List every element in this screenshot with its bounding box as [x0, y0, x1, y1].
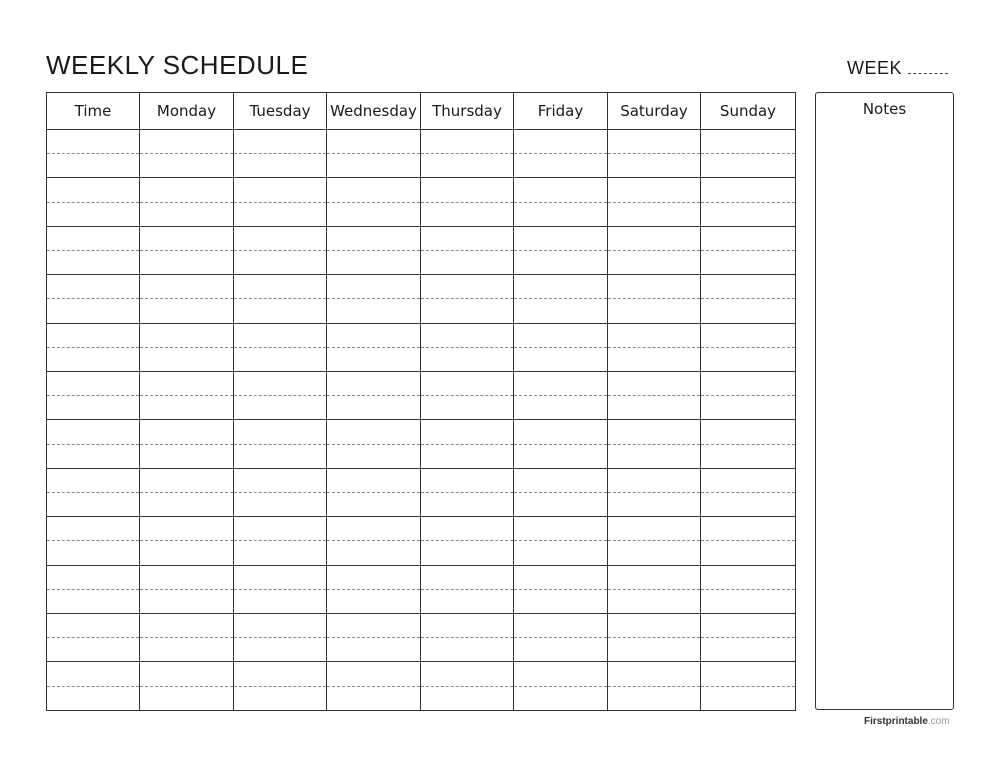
cell-saturday[interactable] — [608, 226, 701, 250]
cell-saturday[interactable] — [608, 614, 701, 638]
cell-time[interactable] — [47, 638, 140, 662]
cell-tuesday[interactable] — [234, 202, 327, 226]
table-row — [47, 130, 796, 154]
cell-friday[interactable] — [514, 493, 608, 517]
cell-sunday[interactable] — [701, 662, 796, 686]
cell-monday[interactable] — [140, 444, 234, 468]
cell-tuesday[interactable] — [234, 226, 327, 250]
table-row — [47, 226, 796, 250]
cell-saturday[interactable] — [608, 178, 701, 202]
cell-friday[interactable] — [514, 251, 608, 275]
cell-tuesday[interactable] — [234, 372, 327, 396]
cell-tuesday[interactable] — [234, 662, 327, 686]
cell-wednesday[interactable] — [327, 372, 421, 396]
cell-friday[interactable] — [514, 154, 608, 178]
cell-tuesday[interactable] — [234, 299, 327, 323]
cell-friday[interactable] — [514, 565, 608, 589]
cell-time[interactable] — [47, 541, 140, 565]
cell-sunday[interactable] — [701, 154, 796, 178]
table-row — [47, 396, 796, 420]
table-row — [47, 347, 796, 371]
table-row — [47, 323, 796, 347]
cell-sunday[interactable] — [701, 444, 796, 468]
cell-saturday[interactable] — [608, 299, 701, 323]
table-row — [47, 565, 796, 589]
notes-label: Notes — [862, 100, 907, 118]
cell-sunday[interactable] — [701, 493, 796, 517]
table-row — [47, 251, 796, 275]
table-row — [47, 420, 796, 444]
cell-sunday[interactable] — [701, 420, 796, 444]
week-label: WEEK — [847, 58, 903, 78]
cell-sunday[interactable] — [701, 226, 796, 250]
cell-thursday[interactable] — [421, 323, 514, 347]
cell-saturday[interactable] — [608, 686, 701, 710]
cell-monday[interactable] — [140, 251, 234, 275]
cell-wednesday[interactable] — [327, 299, 421, 323]
table-row — [47, 299, 796, 323]
cell-thursday[interactable] — [421, 420, 514, 444]
column-header-friday: Friday — [514, 93, 608, 130]
cell-saturday[interactable] — [608, 662, 701, 686]
cell-monday[interactable] — [140, 178, 234, 202]
cell-thursday[interactable] — [421, 299, 514, 323]
cell-wednesday[interactable] — [327, 202, 421, 226]
cell-monday[interactable] — [140, 226, 234, 250]
cell-thursday[interactable] — [421, 372, 514, 396]
cell-time[interactable] — [47, 226, 140, 250]
cell-time[interactable] — [47, 130, 140, 154]
cell-time[interactable] — [47, 686, 140, 710]
cell-time[interactable] — [47, 493, 140, 517]
cell-sunday[interactable] — [701, 565, 796, 589]
cell-tuesday[interactable] — [234, 517, 327, 541]
cell-saturday[interactable] — [608, 541, 701, 565]
cell-monday[interactable] — [140, 517, 234, 541]
cell-friday[interactable] — [514, 541, 608, 565]
cell-time[interactable] — [47, 323, 140, 347]
cell-tuesday[interactable] — [234, 251, 327, 275]
cell-friday[interactable] — [514, 202, 608, 226]
cell-time[interactable] — [47, 662, 140, 686]
cell-wednesday[interactable] — [327, 396, 421, 420]
table-row — [47, 614, 796, 638]
header-row — [47, 93, 796, 130]
cell-wednesday[interactable] — [327, 517, 421, 541]
table-row — [47, 541, 796, 565]
cell-monday[interactable] — [140, 565, 234, 589]
cell-time[interactable] — [47, 251, 140, 275]
cell-monday[interactable] — [140, 396, 234, 420]
cell-sunday[interactable] — [701, 517, 796, 541]
cell-time[interactable] — [47, 444, 140, 468]
cell-wednesday[interactable] — [327, 565, 421, 589]
cell-time[interactable] — [47, 396, 140, 420]
cell-monday[interactable] — [140, 686, 234, 710]
cell-monday[interactable] — [140, 420, 234, 444]
cell-friday[interactable] — [514, 589, 608, 613]
cell-thursday[interactable] — [421, 347, 514, 371]
cell-sunday[interactable] — [701, 396, 796, 420]
table-row — [47, 686, 796, 710]
cell-sunday[interactable] — [701, 299, 796, 323]
cell-time[interactable] — [47, 565, 140, 589]
cell-sunday[interactable] — [701, 541, 796, 565]
cell-time[interactable] — [47, 589, 140, 613]
cell-time[interactable] — [47, 517, 140, 541]
cell-monday[interactable] — [140, 662, 234, 686]
cell-friday[interactable] — [514, 662, 608, 686]
cell-wednesday[interactable] — [327, 226, 421, 250]
cell-wednesday[interactable] — [327, 275, 421, 299]
cell-friday[interactable] — [514, 444, 608, 468]
cell-saturday[interactable] — [608, 372, 701, 396]
cell-wednesday[interactable] — [327, 541, 421, 565]
cell-thursday[interactable] — [421, 396, 514, 420]
cell-wednesday[interactable] — [327, 638, 421, 662]
cell-thursday[interactable] — [421, 517, 514, 541]
cell-saturday[interactable] — [608, 565, 701, 589]
cell-tuesday[interactable] — [234, 493, 327, 517]
cell-friday[interactable] — [514, 420, 608, 444]
cell-friday[interactable] — [514, 347, 608, 371]
cell-wednesday[interactable] — [327, 154, 421, 178]
cell-tuesday[interactable] — [234, 589, 327, 613]
cell-saturday[interactable] — [608, 444, 701, 468]
cell-monday[interactable] — [140, 614, 234, 638]
cell-saturday[interactable] — [608, 154, 701, 178]
cell-saturday[interactable] — [608, 251, 701, 275]
cell-monday[interactable] — [140, 202, 234, 226]
cell-time[interactable] — [47, 347, 140, 371]
cell-monday[interactable] — [140, 541, 234, 565]
cell-wednesday[interactable] — [327, 130, 421, 154]
cell-thursday[interactable] — [421, 638, 514, 662]
cell-friday[interactable] — [514, 686, 608, 710]
cell-thursday[interactable] — [421, 154, 514, 178]
cell-monday[interactable] — [140, 493, 234, 517]
cell-sunday[interactable] — [701, 130, 796, 154]
column-header-sunday: Sunday — [701, 93, 796, 130]
cell-thursday[interactable] — [421, 493, 514, 517]
schedule-body — [47, 130, 796, 711]
cell-monday[interactable] — [140, 275, 234, 299]
brand-logo — [864, 716, 950, 727]
cell-tuesday[interactable] — [234, 638, 327, 662]
cell-friday[interactable] — [514, 638, 608, 662]
table-row — [47, 638, 796, 662]
cell-wednesday[interactable] — [327, 614, 421, 638]
cell-sunday[interactable] — [701, 372, 796, 396]
cell-friday[interactable] — [514, 468, 608, 492]
cell-wednesday[interactable] — [327, 662, 421, 686]
cell-thursday[interactable] — [421, 226, 514, 250]
cell-monday[interactable] — [140, 323, 234, 347]
cell-tuesday[interactable] — [234, 541, 327, 565]
cell-time[interactable] — [47, 372, 140, 396]
schedule-table — [46, 92, 796, 711]
cell-tuesday[interactable] — [234, 565, 327, 589]
column-header-thursday: Thursday — [421, 93, 514, 130]
cell-friday[interactable] — [514, 275, 608, 299]
cell-tuesday[interactable] — [234, 444, 327, 468]
cell-saturday[interactable] — [608, 202, 701, 226]
cell-wednesday[interactable] — [327, 493, 421, 517]
cell-sunday[interactable] — [701, 347, 796, 371]
cell-sunday[interactable] — [701, 468, 796, 492]
cell-friday[interactable] — [514, 299, 608, 323]
cell-friday[interactable] — [514, 178, 608, 202]
cell-monday[interactable] — [140, 638, 234, 662]
page-title: WEEKLY SCHEDULE — [46, 50, 309, 80]
cell-tuesday[interactable] — [234, 686, 327, 710]
cell-thursday[interactable] — [421, 178, 514, 202]
cell-saturday[interactable] — [608, 347, 701, 371]
table-row — [47, 662, 796, 686]
table-row — [47, 589, 796, 613]
cell-sunday[interactable] — [701, 202, 796, 226]
table-row — [47, 468, 796, 492]
table-row — [47, 493, 796, 517]
week-blank-line[interactable] — [908, 73, 948, 74]
cell-tuesday[interactable] — [234, 130, 327, 154]
column-header-saturday: Saturday — [608, 93, 701, 130]
cell-thursday[interactable] — [421, 202, 514, 226]
cell-thursday[interactable] — [421, 565, 514, 589]
cell-tuesday[interactable] — [234, 154, 327, 178]
cell-time[interactable] — [47, 420, 140, 444]
cell-time[interactable] — [47, 178, 140, 202]
cell-saturday[interactable] — [608, 420, 701, 444]
cell-friday[interactable] — [514, 396, 608, 420]
cell-sunday[interactable] — [701, 178, 796, 202]
brand-name: Firstprintable — [864, 716, 928, 727]
cell-sunday[interactable] — [701, 589, 796, 613]
cell-monday[interactable] — [140, 154, 234, 178]
cell-wednesday[interactable] — [327, 589, 421, 613]
table-row — [47, 372, 796, 396]
cell-wednesday[interactable] — [327, 468, 421, 492]
cell-friday[interactable] — [514, 517, 608, 541]
cell-thursday[interactable] — [421, 251, 514, 275]
cell-friday[interactable] — [514, 226, 608, 250]
cell-saturday[interactable] — [608, 589, 701, 613]
cell-saturday[interactable] — [608, 638, 701, 662]
column-header-time: Time — [47, 93, 140, 130]
cell-friday[interactable] — [514, 372, 608, 396]
cell-thursday[interactable] — [421, 541, 514, 565]
cell-thursday[interactable] — [421, 468, 514, 492]
cell-thursday[interactable] — [421, 614, 514, 638]
cell-monday[interactable] — [140, 299, 234, 323]
week-field[interactable] — [847, 58, 948, 79]
cell-thursday[interactable] — [421, 686, 514, 710]
cell-saturday[interactable] — [608, 130, 701, 154]
cell-wednesday[interactable] — [327, 251, 421, 275]
cell-thursday[interactable] — [421, 589, 514, 613]
cell-tuesday[interactable] — [234, 178, 327, 202]
cell-tuesday[interactable] — [234, 323, 327, 347]
cell-saturday[interactable] — [608, 468, 701, 492]
cell-sunday[interactable] — [701, 323, 796, 347]
cell-tuesday[interactable] — [234, 614, 327, 638]
cell-time[interactable] — [47, 275, 140, 299]
cell-thursday[interactable] — [421, 275, 514, 299]
table-row — [47, 444, 796, 468]
cell-sunday[interactable] — [701, 638, 796, 662]
cell-tuesday[interactable] — [234, 396, 327, 420]
cell-tuesday[interactable] — [234, 420, 327, 444]
cell-tuesday[interactable] — [234, 275, 327, 299]
notes-panel[interactable] — [815, 92, 954, 710]
table-row — [47, 154, 796, 178]
cell-sunday[interactable] — [701, 614, 796, 638]
brand-domain: .com — [927, 716, 950, 727]
cell-sunday[interactable] — [701, 275, 796, 299]
cell-wednesday[interactable] — [327, 178, 421, 202]
cell-saturday[interactable] — [608, 517, 701, 541]
column-header-tuesday: Tuesday — [234, 93, 327, 130]
cell-tuesday[interactable] — [234, 468, 327, 492]
table-row — [47, 517, 796, 541]
column-header-wednesday: Wednesday — [327, 93, 421, 130]
cell-thursday[interactable] — [421, 130, 514, 154]
cell-wednesday[interactable] — [327, 444, 421, 468]
cell-saturday[interactable] — [608, 323, 701, 347]
cell-monday[interactable] — [140, 130, 234, 154]
cell-wednesday[interactable] — [327, 347, 421, 371]
cell-time[interactable] — [47, 154, 140, 178]
cell-tuesday[interactable] — [234, 347, 327, 371]
cell-time[interactable] — [47, 614, 140, 638]
cell-thursday[interactable] — [421, 662, 514, 686]
cell-friday[interactable] — [514, 614, 608, 638]
cell-friday[interactable] — [514, 323, 608, 347]
table-row — [47, 202, 796, 226]
cell-saturday[interactable] — [608, 396, 701, 420]
cell-time[interactable] — [47, 202, 140, 226]
cell-wednesday[interactable] — [327, 686, 421, 710]
cell-monday[interactable] — [140, 468, 234, 492]
cell-time[interactable] — [47, 468, 140, 492]
cell-saturday[interactable] — [608, 493, 701, 517]
cell-thursday[interactable] — [421, 444, 514, 468]
cell-time[interactable] — [47, 299, 140, 323]
table-row — [47, 178, 796, 202]
cell-sunday[interactable] — [701, 686, 796, 710]
cell-monday[interactable] — [140, 589, 234, 613]
table-row — [47, 275, 796, 299]
cell-wednesday[interactable] — [327, 323, 421, 347]
cell-saturday[interactable] — [608, 275, 701, 299]
cell-monday[interactable] — [140, 372, 234, 396]
cell-sunday[interactable] — [701, 251, 796, 275]
cell-monday[interactable] — [140, 347, 234, 371]
cell-wednesday[interactable] — [327, 420, 421, 444]
column-header-monday: Monday — [140, 93, 234, 130]
cell-friday[interactable] — [514, 130, 608, 154]
